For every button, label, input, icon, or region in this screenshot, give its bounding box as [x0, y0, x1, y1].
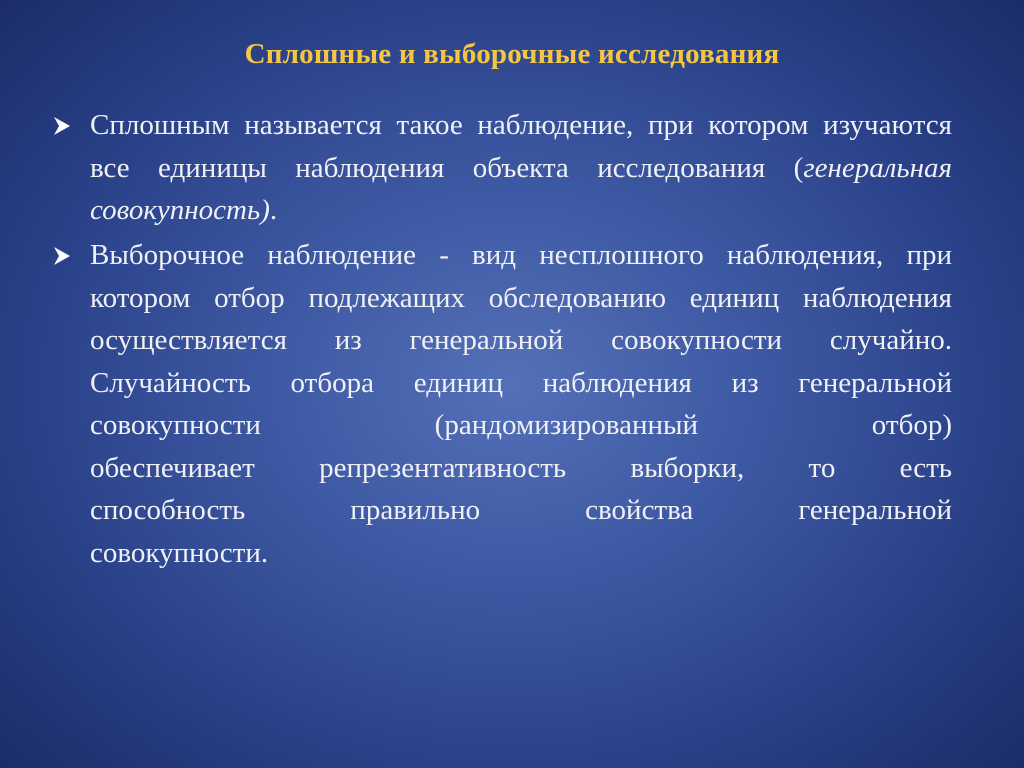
bullet-text-part: Сплошным называется такое наблюдение, при котором изучаются все единицы наблюдения объекта исследования (: [90, 109, 952, 184]
arrowhead-bullet-icon: [48, 234, 78, 276]
italic-term: генеральная совокупность): [90, 151, 952, 226]
bullet-continuous-observation: [48, 104, 952, 232]
bullet-text-part: Выборочное наблюдение - вид несплошного наблюдения, при котором отбор подлежащих обследованию единиц наблюдения осуществляется из генеральной совокупности случайно. Случайность отбора единиц наблюдения из генеральной совокупности (рандомизированный отбор): [90, 239, 952, 441]
slide-title: Сплошные и выборочные исследования: [244, 38, 780, 70]
arrowhead-bullet-icon: [48, 104, 78, 146]
bullet-text-part: совокупности.: [90, 536, 269, 569]
bullet-text: [90, 104, 952, 232]
bullet-text-line: обеспечивает репрезентативность выборки, то есть: [90, 451, 952, 484]
bullet-text-part: .: [269, 194, 278, 226]
bullet-text: [90, 234, 952, 574]
bullet-sample-observation: [48, 234, 952, 574]
bullet-text-line: способность правильно свойства генеральной: [90, 494, 952, 526]
